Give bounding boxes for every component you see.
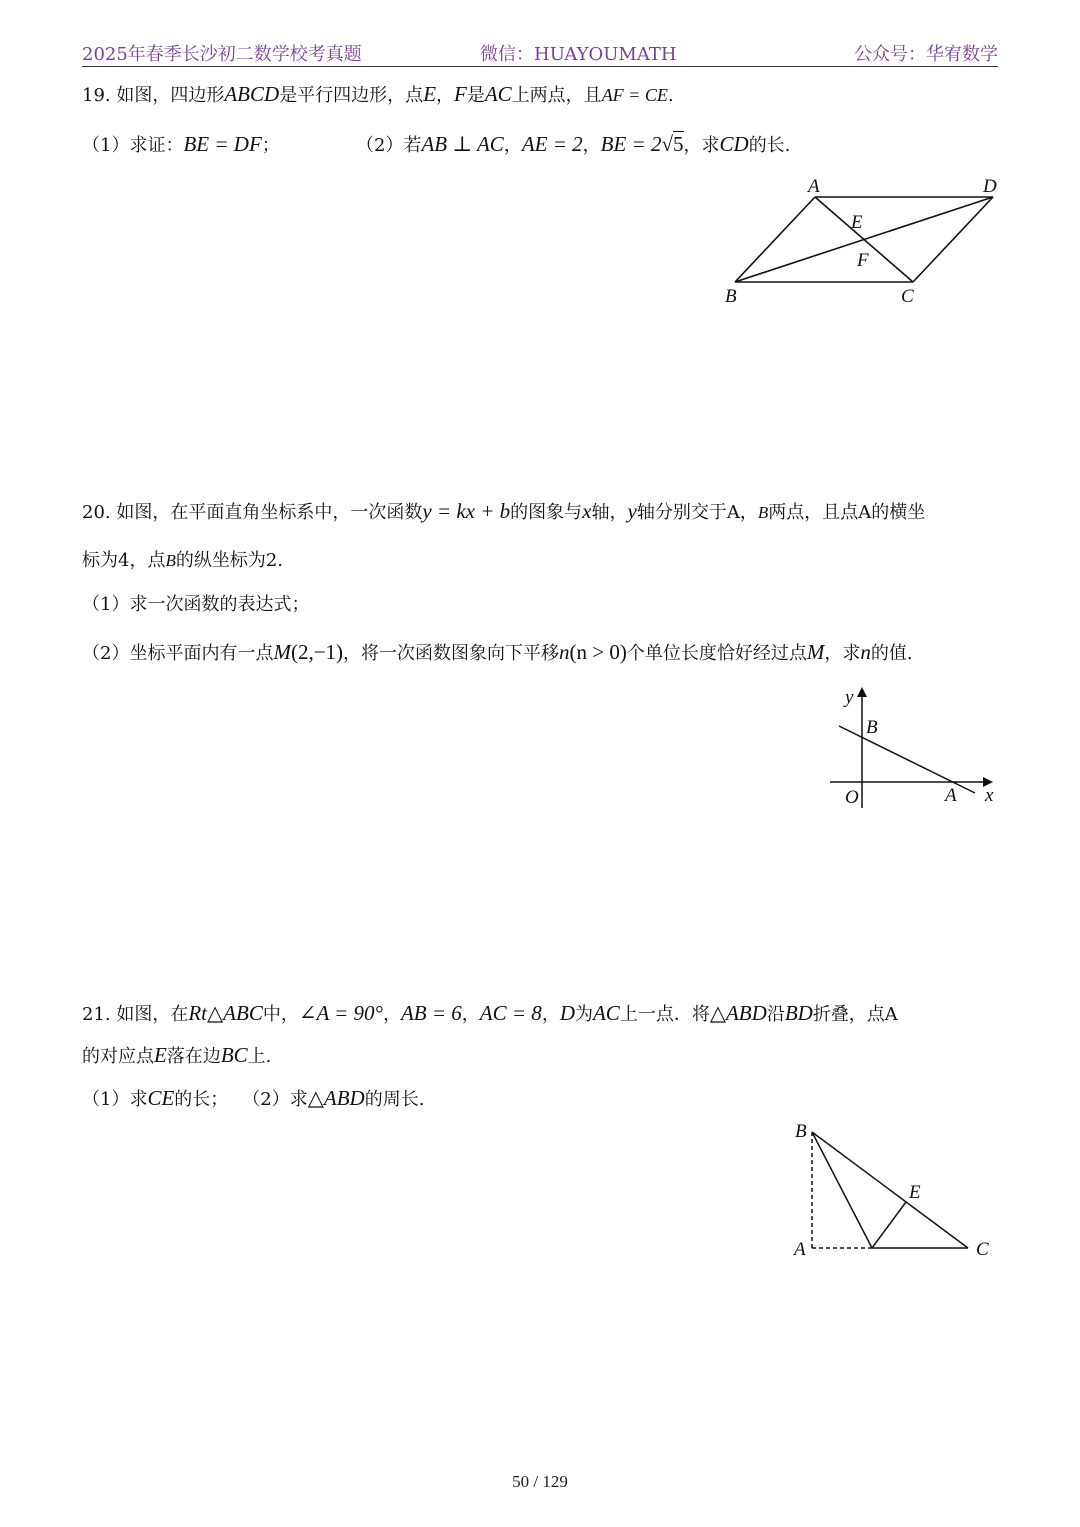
label-x: x bbox=[985, 785, 994, 806]
coordinate-diagram bbox=[825, 683, 1005, 813]
q21-figure bbox=[785, 1115, 1000, 1269]
question-number: 19. bbox=[82, 85, 117, 106]
parallelogram-diagram bbox=[715, 172, 1005, 312]
q21-line2: 的对应点E落在边BC上. bbox=[82, 1043, 272, 1067]
segment-BC bbox=[812, 1132, 968, 1248]
label-B: B bbox=[725, 286, 737, 307]
label-E: E bbox=[851, 212, 863, 233]
q19-line1: 19. 如图，四边形ABCD是平行四边形，点E，F是AC上两点，且AF = CE. bbox=[82, 82, 674, 106]
question-number: 21. bbox=[82, 1004, 117, 1025]
header-title: 2025年春季长沙初二数学校考真题 bbox=[82, 44, 362, 65]
segment-BD bbox=[812, 1132, 872, 1248]
header-account: 公众号：华宥数学 bbox=[854, 44, 998, 65]
q20-line1: 20. 如图，在平面直角坐标系中，一次函数y = kx + b的图象与x轴，y轴分别交于A，B两点，且点A的横坐 bbox=[82, 499, 926, 523]
label-O: O bbox=[845, 787, 859, 808]
q19-line2: （1）求证：BE = DF； bbox=[82, 132, 280, 156]
q19-figure bbox=[715, 172, 1005, 316]
q21-line1: 21. 如图，在Rt△ABC中，∠A = 90°，AB = 6，AC = 8，D为AC上一点．将△ABD沿BD折叠，点A bbox=[82, 1001, 898, 1025]
q20-line4: （2）坐标平面内有一点M(2,−1)，将一次函数图象向下平移n(n > 0)个单位长度恰好经过点M，求n的值. bbox=[82, 640, 913, 664]
label-y: y bbox=[845, 687, 854, 708]
function-line bbox=[839, 726, 975, 793]
label-C: C bbox=[901, 286, 914, 307]
q20-figure bbox=[825, 683, 1005, 817]
page-header bbox=[82, 36, 998, 67]
segment-DE bbox=[872, 1202, 906, 1248]
q20-line2: 标为4，点B的纵坐标为2. bbox=[82, 550, 284, 571]
page-number: 50 / 129 bbox=[512, 1472, 568, 1491]
question-number: 20. bbox=[82, 502, 117, 523]
label-E: E bbox=[909, 1182, 921, 1203]
label-B: B bbox=[795, 1121, 807, 1142]
label-B: B bbox=[866, 717, 878, 738]
label-D: D bbox=[983, 176, 997, 197]
label-A: A bbox=[945, 785, 957, 806]
q21-line3: （1）求CE的长； （2）求△ABD的周长. bbox=[82, 1086, 425, 1110]
label-F: F bbox=[857, 250, 869, 271]
label-A: A bbox=[808, 176, 820, 197]
y-axis-arrow bbox=[857, 687, 867, 697]
q19-line2-part2: （2）若AB ⊥ AC，AE = 2，BE = 2√5，求CD的长. bbox=[356, 132, 791, 156]
q20-line3: （1）求一次函数的表达式； bbox=[82, 594, 310, 615]
header-wechat: 微信：HUAYOUMATH bbox=[480, 44, 677, 65]
right-triangle-fold-diagram bbox=[785, 1115, 1000, 1265]
label-C: C bbox=[976, 1239, 989, 1260]
label-A: A bbox=[794, 1239, 806, 1260]
